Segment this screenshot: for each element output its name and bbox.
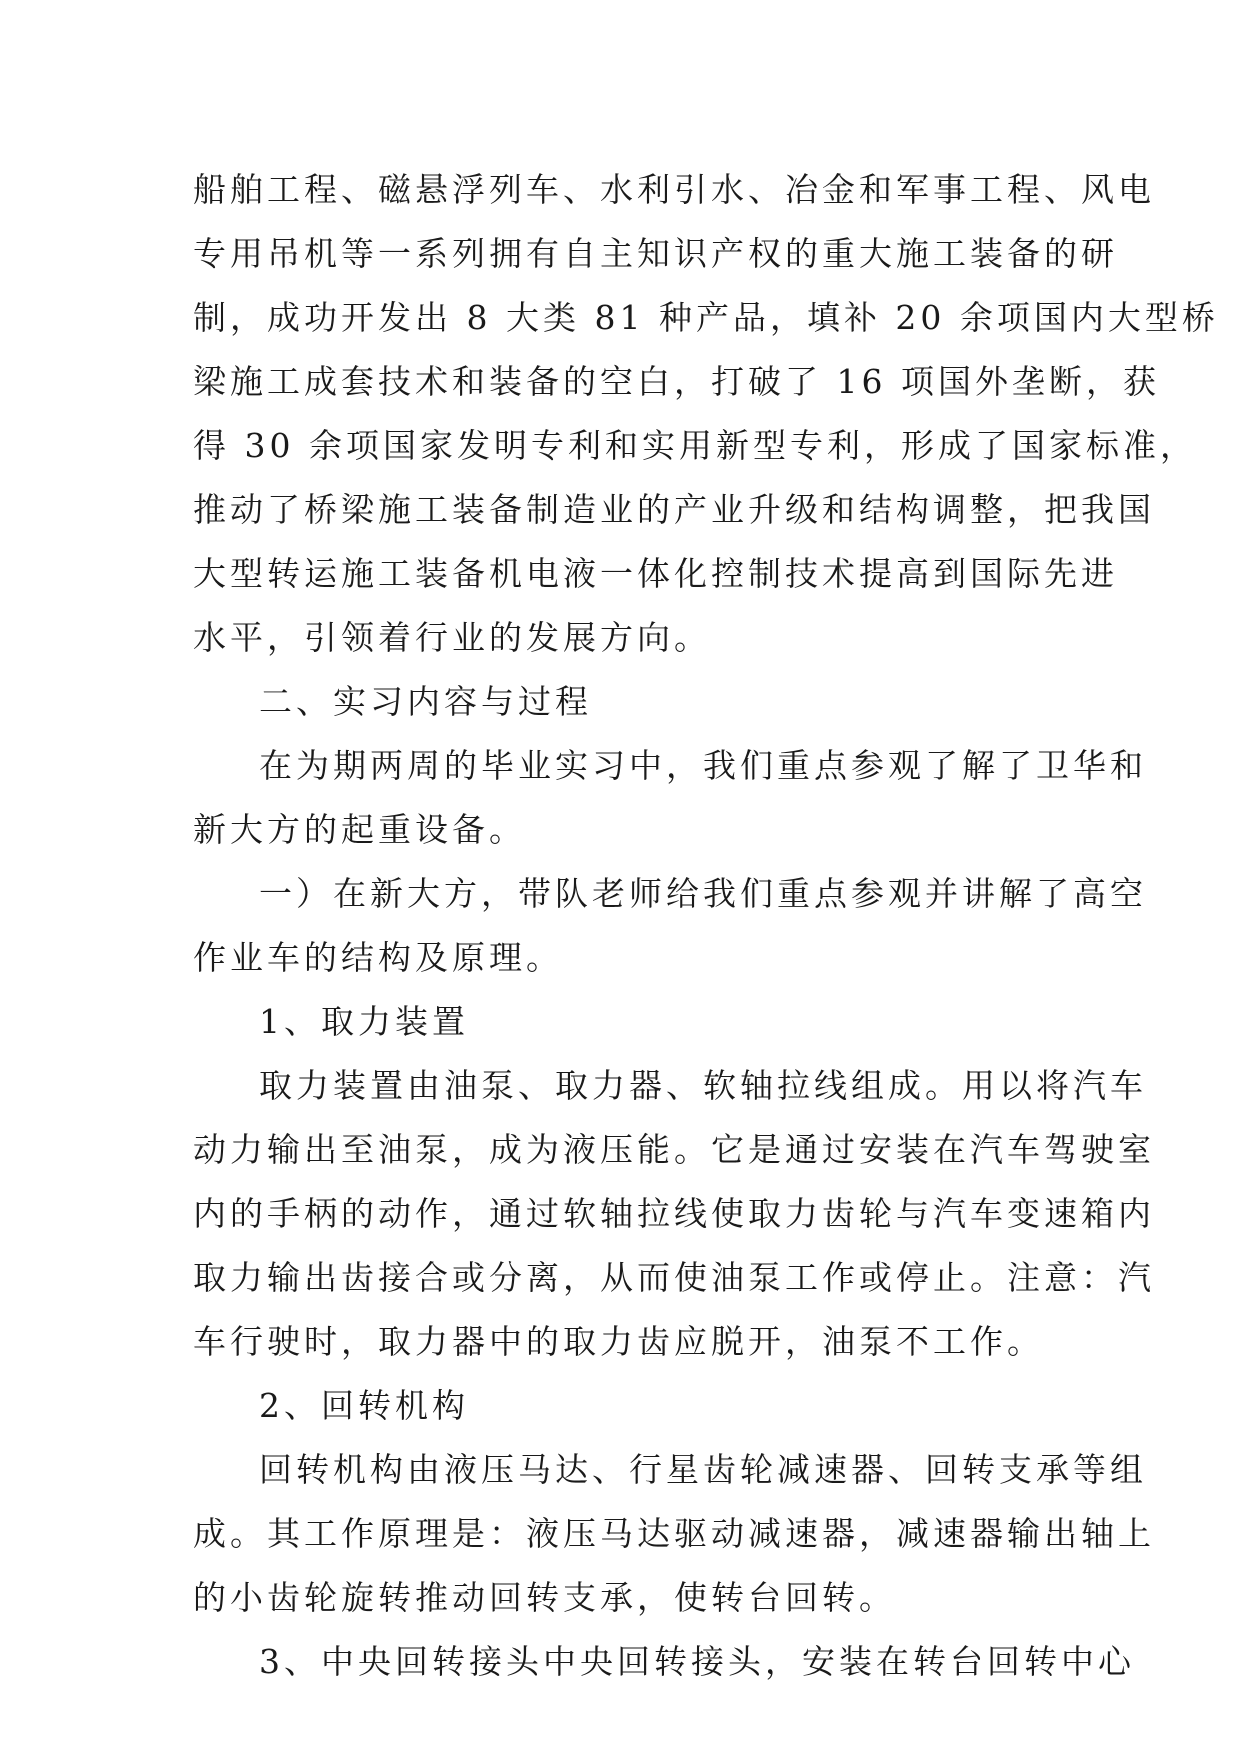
text-line: 二、实习内容与过程 bbox=[259, 682, 592, 721]
text-line: 内的手柄的动作，通过软轴拉线使取力齿轮与汽车变速箱内 bbox=[193, 1194, 1155, 1233]
text-line: 得 30 余项国家发明专利和实用新型专利，形成了国家标准， bbox=[193, 426, 1197, 465]
text-line: 作业车的结构及原理。 bbox=[193, 938, 563, 977]
text-line: 成。其工作原理是：液压马达驱动减速器，减速器输出轴上 bbox=[193, 1514, 1155, 1553]
text-line: 动力输出至油泵，成为液压能。它是通过安装在汽车驾驶室 bbox=[193, 1130, 1155, 1169]
text-line: 船舶工程、磁悬浮列车、水利引水、冶金和军事工程、风电 bbox=[193, 170, 1155, 209]
text-line: 在为期两周的毕业实习中，我们重点参观了解了卫华和 bbox=[259, 746, 1147, 785]
text-line: 车行驶时，取力器中的取力齿应脱开，油泵不工作。 bbox=[193, 1322, 1044, 1361]
text-line: 大型转运施工装备机电液一体化控制技术提高到国际先进 bbox=[193, 554, 1118, 593]
text-line: 1、取力装置 bbox=[259, 1002, 469, 1041]
text-line: 一）在新大方，带队老师给我们重点参观并讲解了高空 bbox=[259, 874, 1147, 913]
text-line: 推动了桥梁施工装备制造业的产业升级和结构调整，把我国 bbox=[193, 490, 1155, 529]
text-line: 的小齿轮旋转推动回转支承，使转台回转。 bbox=[193, 1578, 896, 1617]
text-line: 制，成功开发出 8 大类 81 种产品，填补 20 余项国内大型桥 bbox=[193, 298, 1219, 337]
text-line: 2、回转机构 bbox=[259, 1386, 469, 1425]
text-line: 专用吊机等一系列拥有自主知识产权的重大施工装备的研 bbox=[193, 234, 1118, 273]
text-line: 梁施工成套技术和装备的空白，打破了 16 项国外垄断，获 bbox=[193, 362, 1160, 401]
text-line: 回转机构由液压马达、行星齿轮减速器、回转支承等组 bbox=[259, 1450, 1147, 1489]
text-line: 3、中央回转接头中央回转接头，安装在转台回转中心 bbox=[259, 1642, 1135, 1681]
text-line: 取力输出齿接合或分离，从而使油泵工作或停止。注意：汽 bbox=[193, 1258, 1155, 1297]
text-line: 取力装置由油泵、取力器、软轴拉线组成。用以将汽车 bbox=[259, 1066, 1147, 1105]
text-line: 水平，引领着行业的发展方向。 bbox=[193, 618, 711, 657]
body-text bbox=[193, 158, 1219, 1694]
text-line: 新大方的起重设备。 bbox=[193, 810, 526, 849]
